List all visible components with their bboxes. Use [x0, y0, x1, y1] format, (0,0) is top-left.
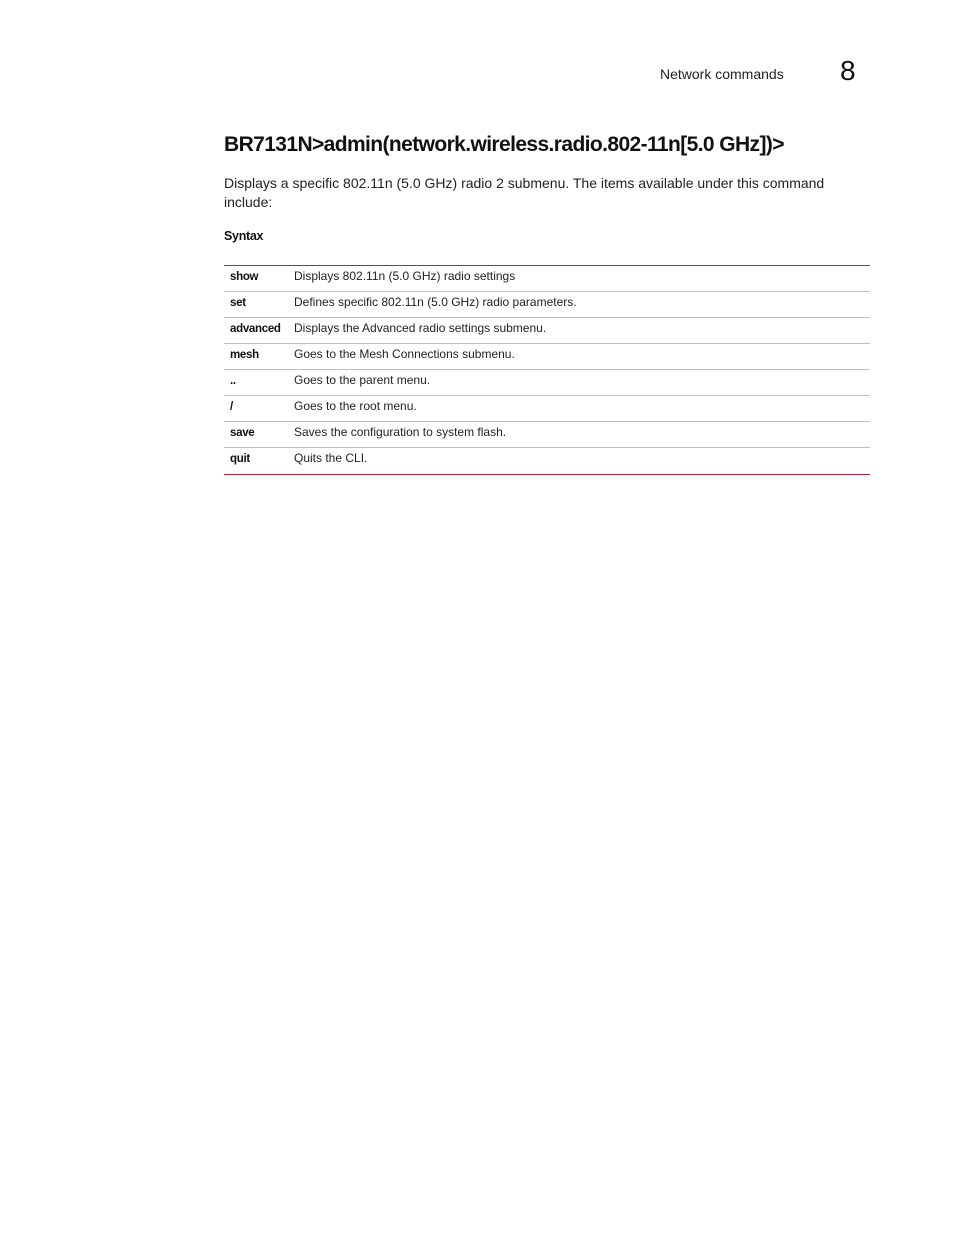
command-cell: /	[230, 401, 233, 413]
syntax-table	[224, 265, 870, 475]
command-cell: show	[230, 271, 259, 283]
command-cell: advanced	[230, 323, 281, 335]
description-cell: Goes to the root menu.	[294, 399, 417, 413]
command-cell: mesh	[230, 349, 259, 361]
table-row	[224, 448, 870, 474]
table-row	[224, 318, 870, 344]
table-row	[224, 344, 870, 370]
command-cell: quit	[230, 453, 250, 465]
table-row	[224, 292, 870, 318]
intro-paragraph: Displays a specific 802.11n (5.0 GHz) radio 2 submenu. The items available under this command include:	[224, 175, 825, 210]
table-row	[224, 370, 870, 396]
description-cell: Quits the CLI.	[294, 451, 368, 465]
command-cell: save	[230, 427, 255, 439]
table-row	[224, 422, 870, 448]
command-cell: ..	[230, 375, 236, 387]
table-row	[224, 396, 870, 422]
description-cell: Goes to the parent menu.	[294, 373, 431, 387]
table-row	[224, 266, 870, 292]
description-cell: Defines specific 802.11n (5.0 GHz) radio parameters.	[294, 295, 577, 309]
command-cell: set	[230, 297, 246, 309]
description-cell: Displays 802.11n (5.0 GHz) radio settings	[294, 269, 516, 283]
description-cell: Saves the configuration to system flash.	[294, 425, 507, 439]
description-cell: Displays the Advanced radio settings submenu.	[294, 321, 547, 335]
description-cell: Goes to the Mesh Connections submenu.	[294, 347, 515, 361]
page-title: BR7131N>admin(network.wireless.radio.802-11n[5.0 GHz])>	[224, 133, 784, 156]
syntax-heading: Syntax	[224, 229, 264, 243]
running-header-section-name: Network commands	[660, 66, 784, 82]
chapter-number: 8	[840, 55, 856, 86]
